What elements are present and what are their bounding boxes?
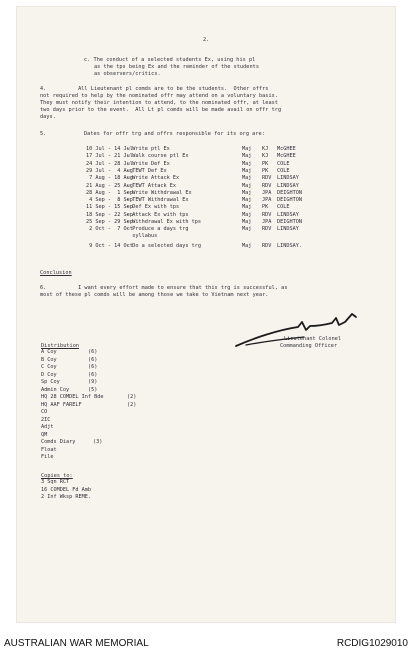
para-5-intro: Dates for offr trg and offrs responsible for its org are: (84, 131, 265, 137)
distribution-heading: Distribution (41, 343, 80, 349)
copies-heading: Copies to: (41, 473, 73, 479)
schedule-rank: Maj (242, 204, 252, 211)
schedule-dates: 9 Oct - 14 Oct (86, 242, 133, 249)
schedule-dates: 4 Sep - 8 Sep (86, 197, 133, 204)
schedule-row (86, 153, 346, 160)
para-c-line-1: c. The conduct of a selected students Ex, using his pl (84, 57, 256, 63)
schedule-initials: PK (262, 204, 269, 211)
schedule-activity: - TEWT Attack Ex (126, 182, 176, 189)
schedule-activity: - Attack Ex with tps (126, 211, 189, 218)
schedule-initials: RDV (262, 226, 272, 233)
schedule-rank: Maj (242, 189, 252, 196)
para-4-line-4: two days prior to the event. All Lt pl comds will be made avail on offr trg (40, 107, 282, 113)
schedule-officer: DEIGHTON (277, 189, 302, 196)
schedule-activity-continued: syllabus (126, 233, 158, 240)
signature-title: Lieutenant Colonel (284, 336, 342, 342)
schedule-officer: COLE (277, 167, 290, 174)
schedule-rank: Maj (242, 167, 252, 174)
para-4-line-3: They must notify their intention to attend, to the nominated offr, at least (40, 100, 278, 106)
schedule-initials: RDV (262, 242, 272, 249)
schedule-activity: - Write Withdrawal Ex (126, 189, 192, 196)
para-5-number: 5. (40, 131, 47, 137)
schedule-row-continuation (86, 233, 346, 240)
schedule-officer: LINDSAY (277, 175, 299, 182)
schedule-rank: Maj (242, 242, 252, 249)
para-6-line-2: most of these pl comds will be among those we take to Vietnam next year. (40, 292, 269, 298)
schedule-dates: 7 Aug - 18 Aug (86, 175, 133, 182)
schedule-initials: KJ (262, 153, 269, 160)
schedule-rank: Maj (242, 160, 252, 167)
schedule-dates: 21 Aug - 25 Aug (86, 182, 133, 189)
schedule-officer: DEIGHTON (277, 219, 302, 225)
schedule-officer: LINDSAY (277, 226, 299, 233)
schedule-officer: COLE (277, 204, 290, 211)
schedule-row (86, 190, 346, 197)
schedule-row (86, 204, 346, 211)
conclusion-heading: Conclusion (40, 270, 72, 276)
schedule-rank: Maj (242, 182, 252, 189)
schedule-rank: Maj (242, 153, 252, 160)
schedule-officer: McGHEE (277, 146, 296, 152)
schedule-row (86, 197, 346, 204)
schedule-rank: Maj (242, 226, 252, 233)
schedule-officer: LINDSAY (277, 211, 299, 218)
schedule-rank: Maj (242, 146, 252, 152)
para-c-line-2: as the tps being Ex and the reminder of the students (94, 64, 260, 70)
schedule-dates: 29 Jul - 4 Aug (86, 167, 133, 174)
schedule-activity: - TEWT Withdrawal Ex (126, 197, 189, 204)
schedule-dates: 24 Jul - 28 Jul (86, 160, 133, 167)
schedule-dates: 25 Sep - 29 Sep (86, 219, 133, 225)
schedule-activity: - Produce a days trg (126, 226, 189, 233)
schedule-officer: LINDSAY (277, 182, 299, 189)
signature-role: Commanding Officer (280, 343, 338, 349)
para-6-line-1: 6. I want every effort made to ensure that this trg is successful, as (40, 285, 288, 291)
schedule-activity: - Def Ex with tps (126, 204, 180, 211)
schedule-dates: 10 Jul - 14 Jul (86, 146, 133, 152)
schedule-officer: McGHEE (277, 153, 296, 160)
para-4-line-2: not required to help by the nominated offr may attend on a voluntary basis. (40, 93, 278, 99)
schedule-dates: 28 Aug - 1 Sep (86, 189, 133, 196)
schedule-initials: RDV (262, 211, 272, 218)
schedule-row (86, 146, 346, 153)
schedule-row (86, 212, 346, 219)
schedule-officer: LINDSAY. (277, 242, 302, 249)
schedule-rank: Maj (242, 197, 252, 204)
schedule-activity: - Write ptl Ex (126, 146, 170, 152)
schedule-dates: 11 Sep - 15 Sep (86, 204, 133, 211)
schedule-dates: 17 Jul - 21 Jul (86, 153, 133, 160)
para-4-line-5: days. (40, 114, 56, 120)
schedule-initials: RDV (262, 175, 272, 182)
schedule-row (86, 175, 346, 182)
schedule-initials: JPA (262, 189, 272, 196)
schedule-row (86, 183, 346, 190)
schedule-row (86, 243, 346, 250)
schedule-activity: - Walk course ptl Ex (126, 153, 189, 160)
schedule-activity: - Write Def Ex (126, 160, 170, 167)
schedule-initials: JPA (262, 197, 272, 204)
schedule-initials: PK (262, 160, 269, 167)
schedule-rank: Maj (242, 219, 252, 225)
para-4-line-1: 4. All Lieutenant pl comds are to be the students. Other offrs (40, 86, 269, 92)
schedule-initials: JPA (262, 219, 272, 225)
archive-reference: RCDIG1029010 (336, 638, 408, 649)
schedule-initials: KJ (262, 146, 269, 152)
para-c-line-3: as observers/critics. (94, 71, 161, 77)
schedule-row (86, 219, 346, 226)
schedule-row (86, 168, 346, 175)
archive-caption: AUSTRALIAN WAR MEMORIAL (4, 638, 149, 649)
schedule-row (86, 161, 346, 168)
schedule-dates: 2 Oct - 7 Oct (86, 226, 133, 233)
schedule-activity: - Withdrawal Ex with tps (126, 219, 201, 225)
schedule-activity: - Write Attack Ex (126, 175, 180, 182)
schedule-initials: PK (262, 167, 269, 174)
schedule-dates: 18 Sep - 22 Sep (86, 211, 133, 218)
page-number: 2. (203, 37, 210, 43)
schedule-rank: Maj (242, 211, 252, 218)
schedule-initials: RDV (262, 182, 272, 189)
schedule-officer: COLE (277, 160, 290, 167)
schedule-activity: - Do a selected days trg (126, 242, 201, 249)
schedule-activity: - TEWT Def Ex (126, 167, 167, 174)
schedule-rank: Maj (242, 175, 252, 182)
schedule-officer: DEIGHTON (277, 197, 302, 204)
